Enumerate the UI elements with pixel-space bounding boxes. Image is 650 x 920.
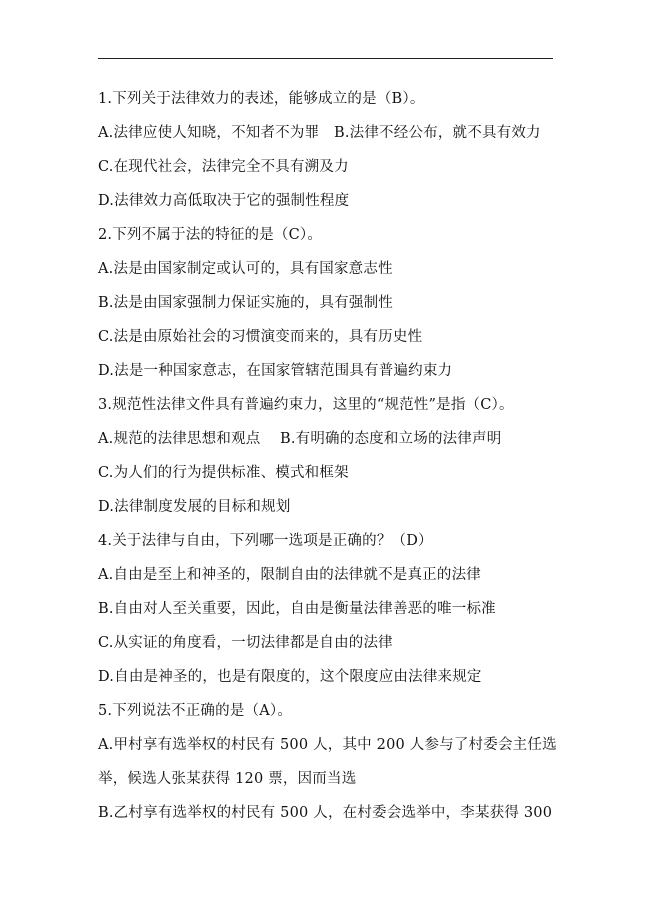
- question-2: 2.下列不属于法的特征的是（C）。: [98, 227, 323, 243]
- document-body: [98, 82, 568, 830]
- question-5-option-b: B.乙村享有选举权的村民有 500 人，在村委会选举中，李某获得 300: [98, 805, 553, 821]
- question-5-option-a: A.甲村享有选举权的村民有 500 人，其中 200 人参与了村委会主任选: [98, 737, 557, 753]
- question-2-option-a: A.法是由国家制定或认可的，具有国家意志性: [98, 261, 393, 277]
- question-2-option-d: D.法是一种国家意志，在国家管辖范围具有普遍约束力: [98, 363, 453, 379]
- question-1-option-d: D.法律效力高低取决于它的强制性程度: [98, 193, 350, 209]
- header-rule: [98, 58, 553, 59]
- question-3-options-a-b: A.规范的法律思想和观点 B.有明确的态度和立场的法律声明: [98, 431, 502, 447]
- question-5: 5.下列说法不正确的是（A）。: [98, 703, 293, 719]
- question-4: 4.关于法律与自由，下列哪一选项是正确的？（D）: [98, 533, 433, 549]
- question-4-option-c: C.从实证的角度看，一切法律都是自由的法律: [98, 635, 393, 651]
- question-2-option-c: C.法是由原始社会的习惯演变而来的，具有历史性: [98, 329, 423, 345]
- question-1-options-a-b: A.法律应使人知晓，不知者不为罪 B.法律不经公布，就不具有效力: [98, 125, 541, 141]
- question-4-option-a: A.自由是至上和神圣的，限制自由的法律就不是真正的法律: [98, 567, 481, 583]
- question-3-option-d: D.法律制度发展的目标和规划: [98, 499, 291, 515]
- question-4-option-b: B.自由对人至关重要，因此，自由是衡量法律善恶的唯一标准: [98, 601, 496, 617]
- question-3: 3.规范性法律文件具有普遍约束力，这里的“规范性”是指（C）。: [98, 397, 514, 413]
- question-5-option-a-continued: 举，候选人张某获得 120 票，因而当选: [98, 771, 357, 787]
- question-1: 1.下列关于法律效力的表述，能够成立的是（B）。: [98, 91, 425, 107]
- question-3-option-c: C.为人们的行为提供标准、模式和框架: [98, 465, 349, 481]
- question-4-option-d: D.自由是神圣的，也是有限度的，这个限度应由法律来规定: [98, 669, 482, 685]
- question-1-option-c: C.在现代社会，法律完全不具有溯及力: [98, 159, 349, 175]
- question-2-option-b: B.法是由国家强制力保证实施的，具有强制性: [98, 295, 393, 311]
